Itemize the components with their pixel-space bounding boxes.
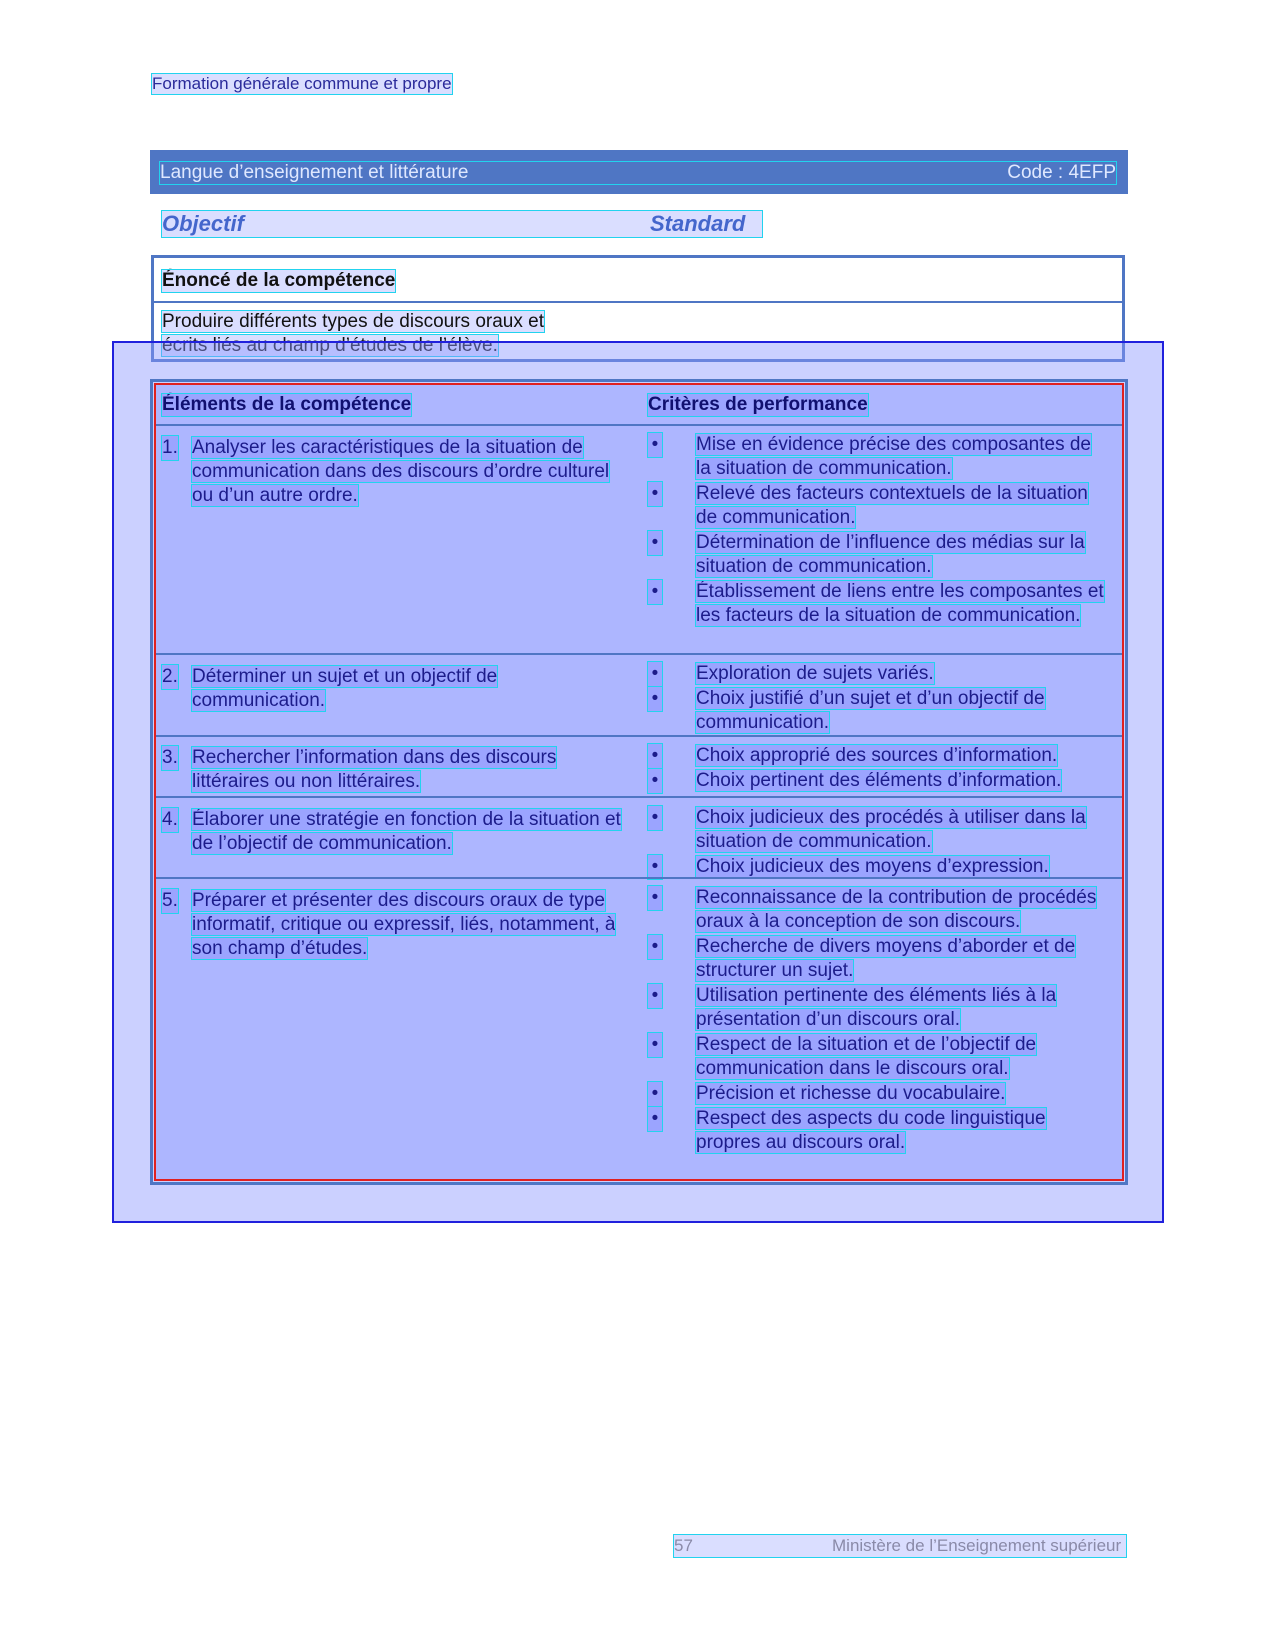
element-text: Déterminer un sujet et un objectif de communication. (192, 666, 498, 711)
bullet-icon: • (648, 1033, 662, 1057)
critere-item: • Choix judicieux des moyens d’expression. (648, 855, 1108, 879)
bullet-icon: • (648, 662, 662, 686)
bullet-icon: • (648, 984, 662, 1008)
enonce-statement: Produire différents types de discours oraux et écrits liés au champ d’études de l’élève. (162, 311, 544, 356)
critere-item: • Relevé des facteurs contextuels de la situation de communication. (648, 482, 1108, 530)
critere-item: • Choix approprié des sources d’information. (648, 744, 1108, 768)
header-elements: Éléments de la compétence (162, 394, 412, 415)
element-number: 1. (162, 437, 178, 458)
bullet-icon: • (648, 806, 662, 830)
element-number: 5. (162, 890, 178, 911)
row-rule (156, 796, 1122, 798)
bullet-icon: • (648, 482, 662, 506)
element-text: Élaborer une stratégie en fonction de la situation et de l’objectif de communication. (192, 809, 621, 854)
critere-item: • Précision et richesse du vocabulaire. (648, 1082, 1108, 1106)
running-header: Formation générale commune et propre (152, 74, 452, 93)
row-rule (156, 653, 1122, 655)
footer-ministry: Ministère de l’Enseignement supérieur (832, 1536, 1122, 1555)
critere-item: • Exploration de sujets variés. (648, 662, 1108, 686)
bullet-icon: • (648, 531, 662, 555)
critere-item: • Reconnaissance de la contribution de procédés oraux à la conception de son discours. (648, 886, 1108, 934)
bullet-icon: • (648, 769, 662, 793)
element-number: 3. (162, 747, 178, 768)
criteres-list-3 (648, 744, 1108, 794)
element-text: Rechercher l’information dans des discours littéraires ou non littéraires. (192, 747, 557, 792)
enonce-divider (154, 301, 1122, 303)
element-number: 4. (162, 809, 178, 830)
criteres-list-2 (648, 662, 1108, 736)
critere-item: • Choix justifié d’un sujet et d’un objectif de communication. (648, 687, 1108, 735)
criteres-list-1 (648, 433, 1108, 629)
criteres-list-4 (648, 806, 1108, 880)
objectif-standard-row (162, 211, 762, 237)
bullet-icon: • (648, 1107, 662, 1131)
critere-item: • Respect de la situation et de l’objectif de communication dans le discours oral. (648, 1033, 1108, 1081)
bullet-icon: • (648, 744, 662, 768)
critere-item: • Recherche de divers moyens d’aborder et de structurer un sujet. (648, 935, 1108, 983)
element-text: Préparer et présenter des discours oraux de type informatif, critique ou expressif, liés, notamment, à son champ d’études. (192, 890, 616, 959)
bullet-icon: • (648, 886, 662, 910)
enonce-label: Énoncé de la compétence (162, 270, 396, 291)
bullet-icon: • (648, 687, 662, 711)
element-row-1 (162, 436, 632, 516)
bullet-icon: • (648, 935, 662, 959)
row-rule (156, 877, 1122, 879)
element-number: 2. (162, 666, 178, 687)
header-criteres: Critères de performance (648, 394, 868, 415)
title-bar-content (160, 162, 1116, 184)
course-code: Code : 4EFP (1007, 162, 1116, 183)
critere-item: • Établissement de liens entre les composantes et les facteurs de la situation de communication. (648, 580, 1108, 628)
bullet-icon: • (648, 580, 662, 604)
bullet-icon: • (648, 1082, 662, 1106)
critere-item: • Choix pertinent des éléments d’information. (648, 769, 1108, 793)
standard-label: Standard (650, 211, 746, 236)
page-number: 57 (674, 1536, 693, 1555)
critere-item: • Utilisation pertinente des éléments liés à la présentation d’un discours oral. (648, 984, 1108, 1032)
objectif-label: Objectif (162, 211, 244, 236)
critere-item: • Mise en évidence précise des composantes de la situation de communication. (648, 433, 1108, 481)
critere-item: • Détermination de l’influence des médias sur la situation de communication. (648, 531, 1108, 579)
table-header-rule (156, 424, 1122, 426)
criteres-list-5 (648, 886, 1108, 1156)
course-title: Langue d’enseignement et littérature (160, 162, 469, 183)
bullet-icon: • (648, 433, 662, 457)
critere-item: • Respect des aspects du code linguistique propres au discours oral. (648, 1107, 1108, 1155)
bullet-icon: • (648, 855, 662, 879)
row-rule (156, 735, 1122, 737)
element-text: Analyser les caractéristiques de la situation de communication dans des discours d’ordre culturel ou d’un autre ordre. (192, 437, 610, 506)
critere-item: • Choix judicieux des procédés à utiliser dans la situation de communication. (648, 806, 1108, 854)
